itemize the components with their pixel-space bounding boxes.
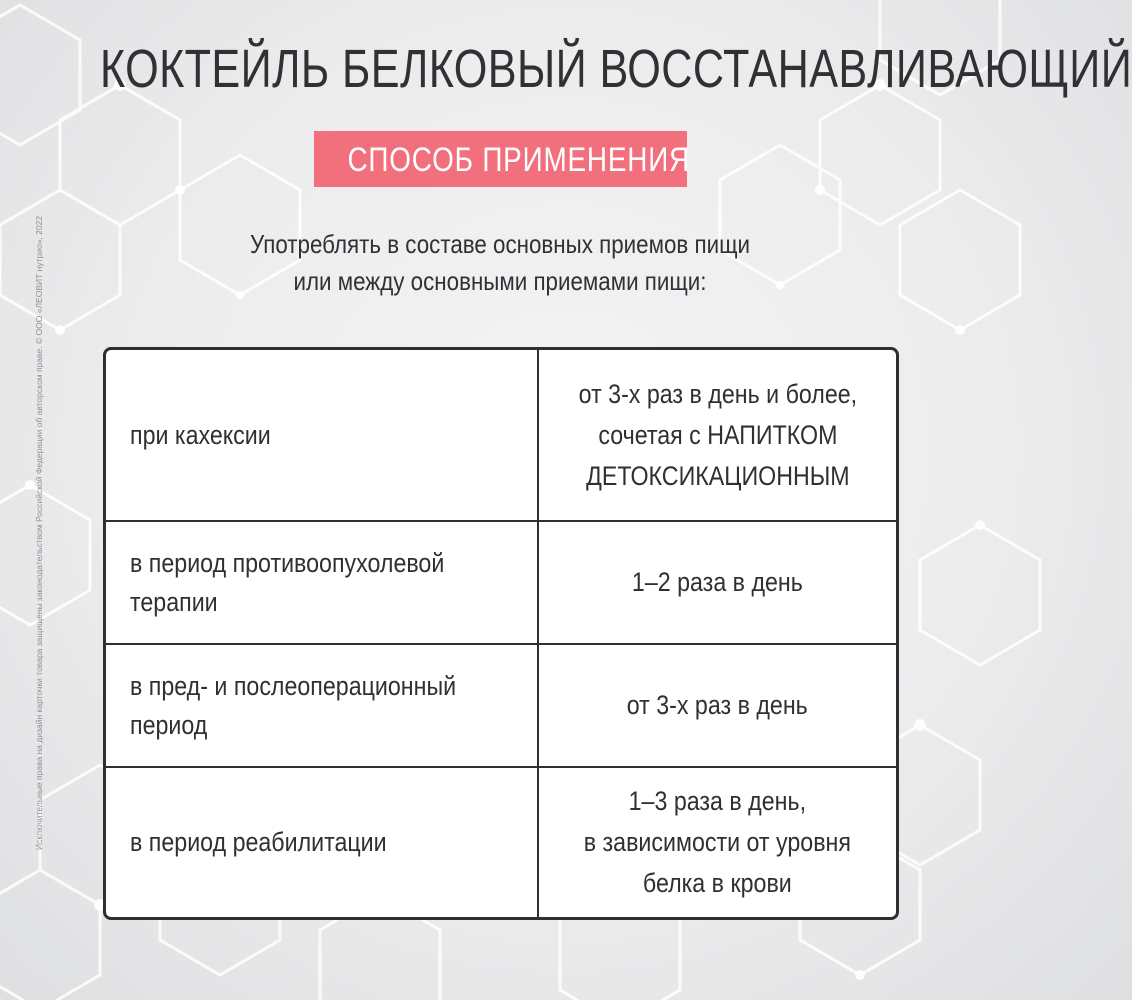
table-cell-condition bbox=[130, 645, 530, 766]
intro-line-1: Употреблять в составе основных приемов пищи bbox=[250, 229, 750, 259]
intro-text bbox=[0, 226, 1000, 300]
usage-badge bbox=[314, 131, 691, 187]
table-row bbox=[106, 520, 896, 643]
usage-table bbox=[103, 347, 899, 920]
table-cell-dosage bbox=[539, 350, 896, 520]
condition-text: в период реабилитации bbox=[130, 827, 387, 857]
table-cell-condition bbox=[130, 768, 530, 917]
usage-badge-label: СПОСОБ ПРИМЕНЕНИЯ bbox=[347, 141, 691, 179]
table-row bbox=[106, 643, 896, 766]
dosage-text: от 3-х раз в день bbox=[626, 690, 809, 720]
table-row bbox=[106, 766, 896, 917]
condition-text: в пред- и послеоперационный период bbox=[130, 670, 457, 740]
condition-text: при кахексии bbox=[130, 419, 271, 450]
table-cell-dosage bbox=[539, 522, 896, 643]
table-cell-dosage bbox=[539, 645, 896, 766]
condition-text: в период противоопухолевой терапии bbox=[130, 547, 445, 617]
dosage-text: 1–3 раза в день, в зависимости от уровня белка в крови bbox=[583, 786, 852, 898]
table-cell-condition bbox=[130, 522, 530, 643]
table-column-divider bbox=[537, 350, 539, 917]
table-cell-dosage bbox=[539, 768, 896, 917]
table-row bbox=[106, 350, 896, 520]
dosage-text: от 3-х раз в день и более, сочетая с НАПИТКОМ ДЕТОКСИКАЦИОННЫМ bbox=[578, 378, 857, 491]
table-cell-condition bbox=[130, 350, 530, 520]
intro-line-2: или между основными приемами пищи: bbox=[293, 266, 707, 296]
page-title: КОКТЕЙЛЬ БЕЛКОВЫЙ ВОССТАНАВЛИВАЮЩИЙ bbox=[100, 39, 1132, 99]
dosage-text: 1–2 раза в день bbox=[632, 567, 803, 597]
copyright-notice: Исключительные права на дизайн карточки товара защищены законодательством Российской Федерации об авторском праве. © ООО «ЛЕОВИТ нутрио», 2022 bbox=[34, 215, 44, 850]
